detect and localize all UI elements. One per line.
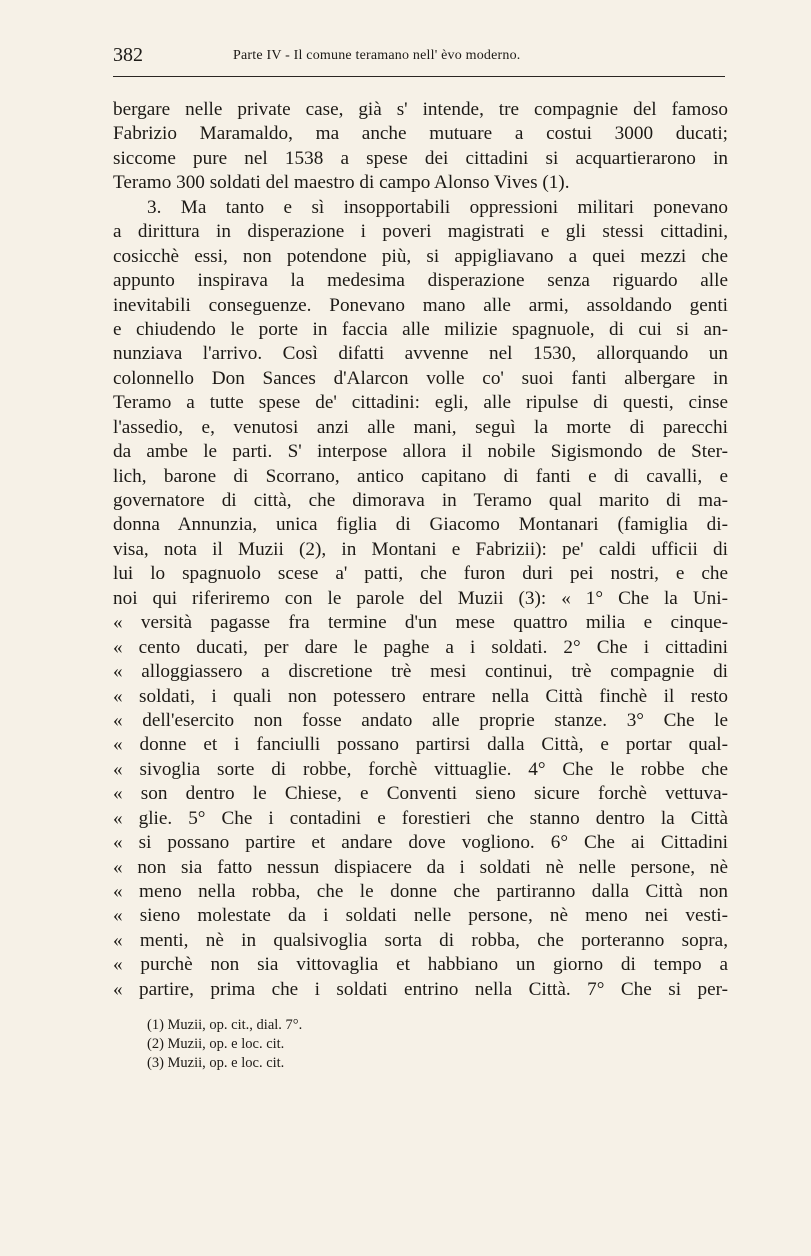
text-line: colonnello Don Sances d'Alarcon volle co' suoi fanti albergare in <box>113 367 728 389</box>
text-line: « glie. 5° Che i contadini e forestieri che stanno dentro la Città <box>113 807 728 829</box>
text-line: « non sia fatto nessun dispiacere da i soldati nè nelle persone, nè <box>113 856 728 878</box>
text-line: « menti, nè in qualsivoglia sorta di robba, che porteranno sopra, <box>113 929 728 951</box>
text-line: Teramo 300 soldati del maestro di campo Alonso Vives (1). <box>113 172 570 194</box>
footnotes <box>147 1016 567 1073</box>
footnote: (3) Muzii, op. e loc. cit. <box>147 1055 285 1071</box>
text-line: « donne et i fanciulli possano partirsi dalla Città, e portar qual- <box>113 734 728 756</box>
text-line: a dirittura in disperazione i poveri magistrati e gli stessi cittadini, <box>113 221 728 243</box>
text-line: noi qui riferiremo con le parole del Muzii (3): « 1° Che la Uni- <box>113 587 728 609</box>
text-line: « meno nella robba, che le donne che partiranno dalla Città non <box>113 881 728 902</box>
body-text <box>113 98 728 1002</box>
text-line: « dell'esercito non fosse andato alle proprie stanze. 3° Che le <box>113 709 728 731</box>
footnote: (2) Muzii, op. e loc. cit. <box>147 1036 285 1052</box>
text-line: « sivoglia sorte di robbe, forchè vittuaglie. 4° Che le robbe che <box>113 758 728 780</box>
text-line: « sieno molestate da i soldati nelle persone, nè meno nei vesti- <box>113 905 728 927</box>
text-line: siccome pure nel 1538 a spese dei cittadini si acquartierarono in <box>113 147 728 169</box>
text-line: « partire, prima che i soldati entrino nella Città. 7° Che si per- <box>113 978 728 1000</box>
text-line: inevitabili conseguenze. Ponevano mano alle armi, assoldando genti <box>113 294 728 316</box>
text-line: « soldati, i quali non potessero entrare nella Città finchè il resto <box>113 685 728 707</box>
text-line: donna Annunzia, unica figlia di Giacomo Montanari (famiglia di- <box>113 514 728 536</box>
text-line: lui lo spagnuolo scese a' patti, che furon duri pei nostri, e che <box>113 563 728 585</box>
text-line: appunto inspirava la medesima disperazione senza riguardo alle <box>113 270 728 292</box>
running-head: Parte IV - Il comune teramano nell' èvo moderno. <box>233 48 521 63</box>
text-line: « si possano partire et andare dove vogliono. 6° Che ai Cittadini <box>113 832 728 854</box>
page-number: 382 <box>113 44 143 66</box>
text-line: « versità pagasse fra termine d'un mese quattro milia e cinque- <box>113 612 728 634</box>
text-line: l'assedio, e, venutosi anzi alle mani, seguì la morte di parecchi <box>113 416 728 438</box>
text-line: e chiudendo le porte in faccia alle milizie spagnuole, di cui si an- <box>113 318 728 340</box>
text-line: 3. Ma tanto e sì insopportabili oppressioni militari ponevano <box>147 196 728 218</box>
text-line: visa, nota il Muzii (2), in Montani e Fabrizii): pe' caldi ufficii di <box>113 538 728 560</box>
footnote: (1) Muzii, op. cit., dial. 7°. <box>147 1017 303 1033</box>
text-line: « alloggiassero a discretione trè mesi continui, trè compagnie di <box>113 661 728 683</box>
text-line: da ambe le parti. S' interpose allora il nobile Sigismondo de Ster- <box>113 441 728 463</box>
page-header <box>113 40 725 77</box>
text-line: nunziava l'arrivo. Così difatti avvenne nel 1530, allorquando un <box>113 343 728 365</box>
text-line: Teramo a tutte spese de' cittadini: egli, alle ripulse di questi, cinse <box>113 392 728 414</box>
text-line: « purchè non sia vittovaglia et habbiano un giorno di tempo a <box>113 954 728 976</box>
text-line: « son dentro le Chiese, e Conventi sieno sicure forchè vettuva- <box>113 783 728 805</box>
text-line: lich, barone di Scorrano, antico capitano di fanti e di cavalli, e <box>113 465 728 487</box>
text-line: bergare nelle private case, già s' intende, tre compagnie del famoso <box>113 99 728 120</box>
text-line: cosicchè essi, non potendone più, si appigliavano a quei mezzi che <box>113 245 728 267</box>
text-line: « cento ducati, per dare le paghe a i soldati. 2° Che i cittadini <box>113 636 728 658</box>
text-line: governatore di città, che dimorava in Teramo qual marito di ma- <box>113 490 728 511</box>
text-line: Fabrizio Maramaldo, ma anche mutuare a costui 3000 ducati; <box>113 123 728 145</box>
